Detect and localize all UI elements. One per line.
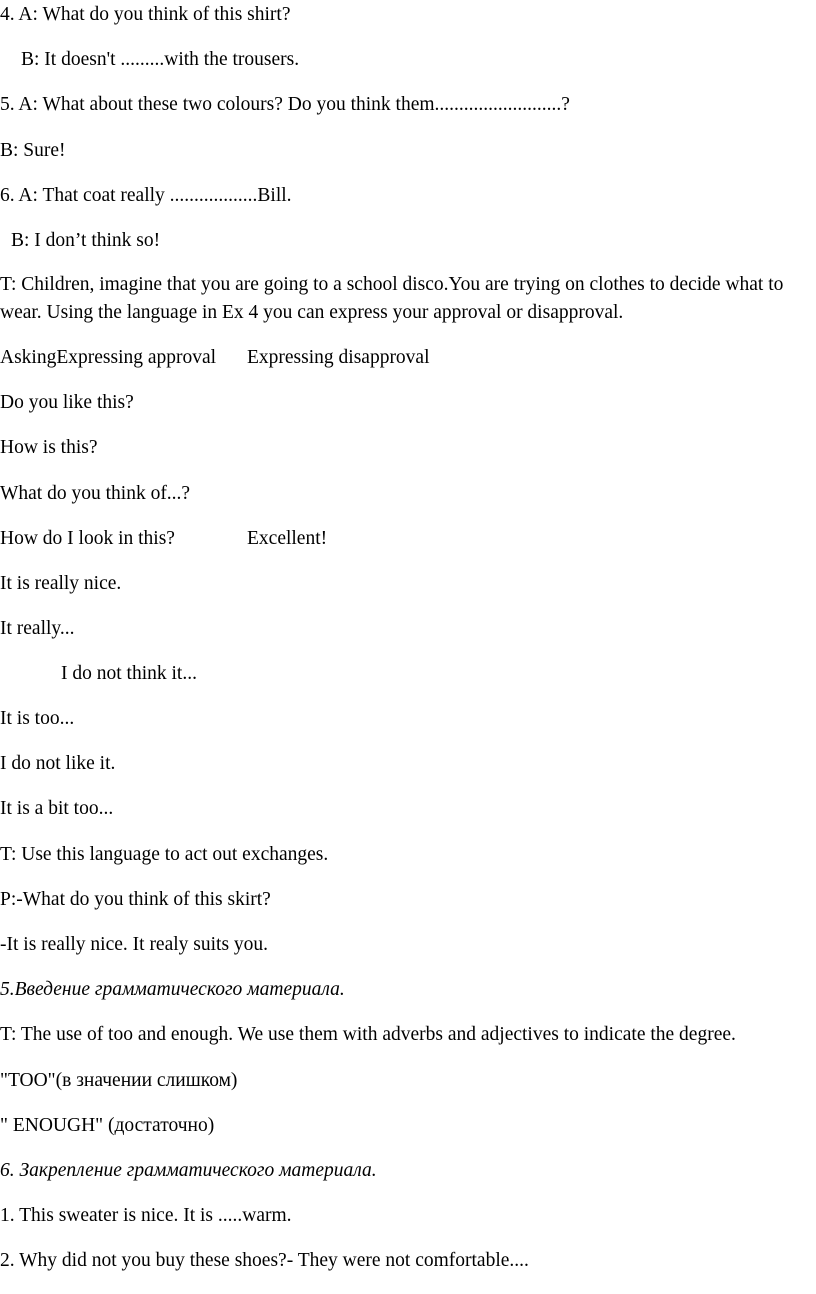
dialogue-6b: B: I don’t think so! <box>11 230 161 251</box>
exercise-item: 2. Why did not you buy these shoes?- They were not comfortable.... <box>0 1250 529 1271</box>
grammar-item-enough: " ENOUGH" (достаточно) <box>0 1115 215 1136</box>
phrase-line-two-columns <box>0 527 816 551</box>
header-approval: Expressing approval <box>56 347 217 368</box>
dialogue-6a: 6. A: That coat really ..................Bill. <box>0 185 292 206</box>
phrase-line: Do you like this? <box>0 392 134 413</box>
phrase-line: It is a bit too... <box>0 798 114 819</box>
header-disapproval: Expressing disapproval <box>247 347 430 368</box>
grammar-explanation: T: The use of too and enough. We use them with adverbs and adjectives to indicate the degree. <box>0 1024 736 1045</box>
section-heading-6: 6. Закрепление грамматического материала. <box>0 1160 377 1181</box>
phrase-line: I do not like it. <box>0 753 116 774</box>
section-heading-5: 5.Введение грамматического материала. <box>0 979 345 1000</box>
dialogue-5a: 5. A: What about these two colours? Do you think them..........................? <box>0 94 570 115</box>
dialogue-5b: B: Sure! <box>0 140 66 161</box>
phrase-asking: How do I look in this? <box>0 528 175 549</box>
phrase-line: It really... <box>0 618 75 639</box>
exercise-item: 1. This sweater is nice. It is .....warm. <box>0 1205 292 1226</box>
phrase-line: It is really nice. <box>0 573 122 594</box>
grammar-item-too: "TOO"(в значении слишком) <box>0 1070 238 1091</box>
language-table-header <box>0 346 816 370</box>
phrase-line: How is this? <box>0 437 98 458</box>
header-asking: Asking <box>0 347 57 368</box>
phrase-line: What do you think of...? <box>0 483 191 504</box>
pupil-dialogue: -It is really nice. It realy suits you. <box>0 934 269 955</box>
dialogue-4b: B: It doesn't .........with the trousers. <box>21 49 300 70</box>
pupil-dialogue: P:-What do you think of this skirt? <box>0 889 271 910</box>
phrase-approval: Excellent! <box>247 528 328 549</box>
phrase-line: I do not think it... <box>61 663 197 684</box>
dialogue-4a: 4. A: What do you think of this shirt? <box>0 4 291 25</box>
teacher-instruction-paragraph: T: Children, imagine that you are going to a school disco.You are trying on clothes to decide what to wear. Using the language in Ex 4 you can express your approval or disapproval. <box>0 274 784 323</box>
phrase-line: It is too... <box>0 708 75 729</box>
teacher-instruction: T: Use this language to act out exchanges. <box>0 844 329 865</box>
